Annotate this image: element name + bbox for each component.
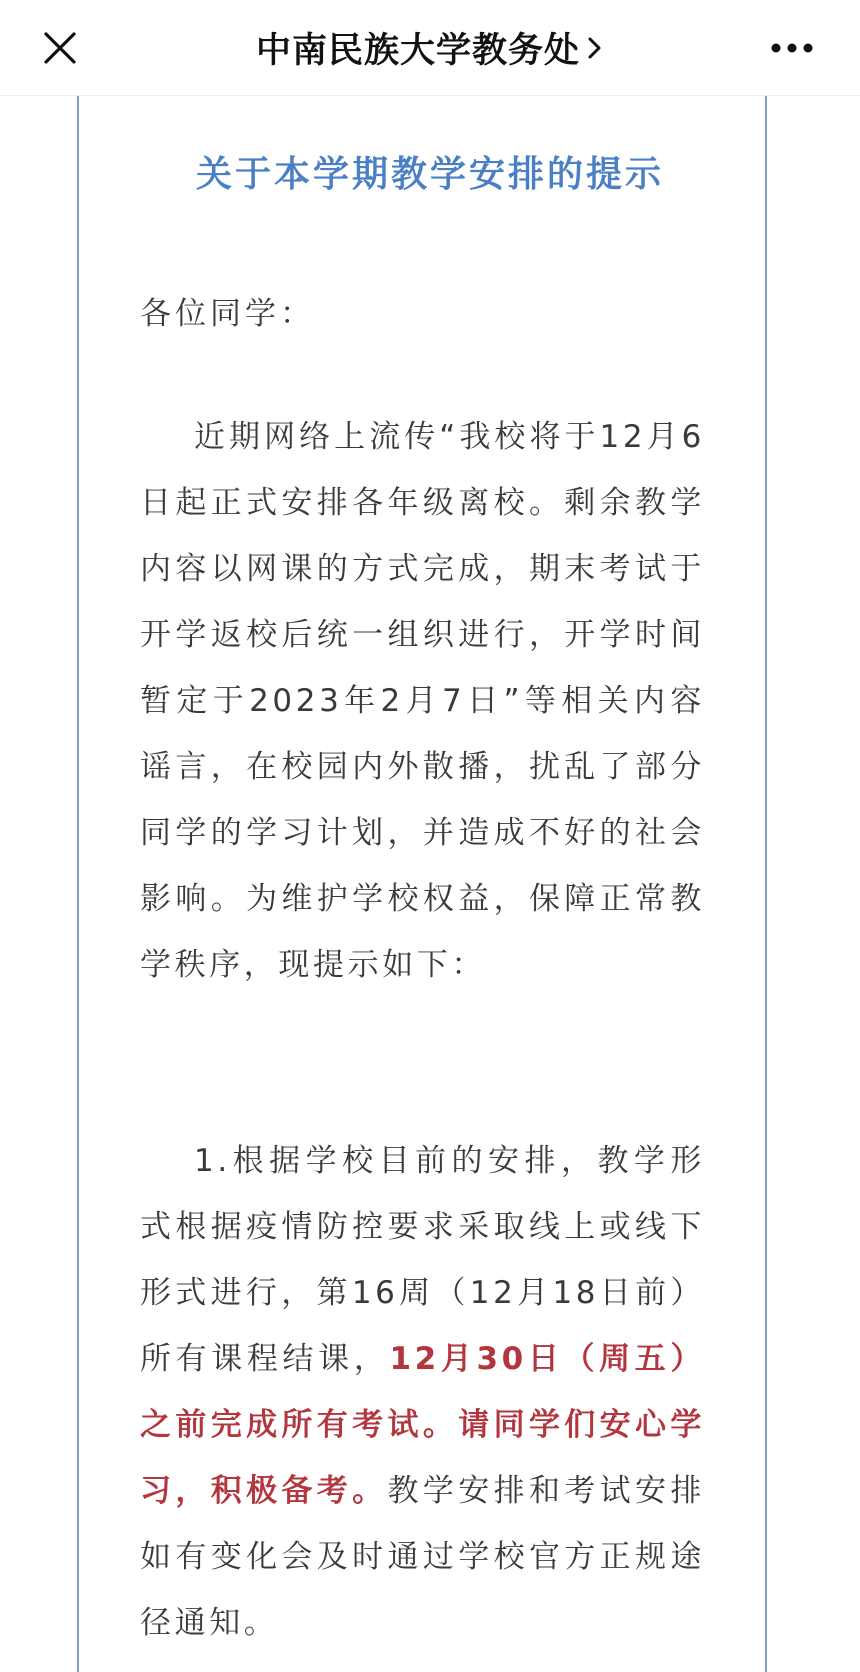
- account-name-link[interactable]: [256, 23, 604, 73]
- close-icon: [42, 30, 78, 66]
- page-title: 中南民族大学教务处: [255, 31, 580, 71]
- chevron-right-icon: [586, 33, 604, 63]
- more-options-button[interactable]: [760, 24, 824, 72]
- greeting: 各位同学：: [140, 296, 315, 332]
- article-title: 关于本学期教学安排的提示: [195, 154, 664, 195]
- paragraph-2-text: 1.根据学校目前的安排，教学形式根据疫情防控要求采取线上或线下形式进行，第16周（12月18日前）所有课程结课，: [140, 1143, 705, 1377]
- paragraph-2-text-end: 教学安排和考试安排如有变化会及时通过学校官方正规途径通知。: [140, 1473, 705, 1641]
- highlighted-notice: 12月30日（周五）之前完成所有考试。请同学们安心学习，积极备考。: [140, 1341, 706, 1509]
- top-navbar: [0, 0, 860, 96]
- paragraph-2: [140, 1128, 705, 1656]
- close-button[interactable]: [36, 24, 84, 72]
- more-icon: [770, 42, 814, 54]
- paragraph-1: 近期网络上流传“我校将于12月6日起正式安排各年级离校。剩余教学内容以网课的方式完成，期末考试于开学返校后统一组织进行，开学时间暂定于2023年2月7日”等相关内容谣言，在校园内外散播，扰乱了部分同学的学习计划，并造成不好的社会影响。为维护学校权益，保障正常教学秩序，现提示如下：: [140, 419, 705, 983]
